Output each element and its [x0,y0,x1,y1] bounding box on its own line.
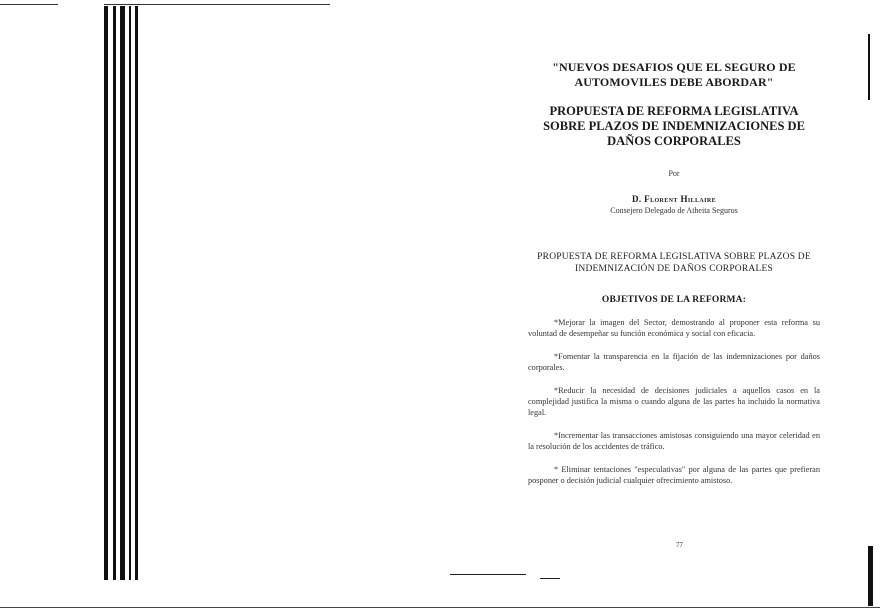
footer-rule-right [540,578,560,579]
objective-paragraph: *Fomentar la transparencia en la fijación de las indemnizaciones por daños corporales. [528,352,820,372]
document-page [528,60,820,486]
book-spine-gutter [104,6,142,580]
scan-top-edge-left [0,4,58,5]
scan-right-edge-bottom [868,546,873,606]
objectives-heading: OBJETIVOS DE LA REFORMA: [601,295,747,305]
objective-paragraph: *Incrementar las transacciones amistosas consiguiendo una mayor celeridad en la resolución de los accidentes de tráfico. [528,431,820,451]
footer-rule-left [450,574,526,575]
scan-bottom-edge [0,607,880,608]
scan-top-edge-mid [104,4,330,5]
page-number: 77 [676,541,683,549]
author-role: Consejero Delegado de Atheita Seguros [610,206,738,215]
objective-paragraph: * Eliminar tentaciones "especulativas" por alguna de las partes que prefieran posponer o decisión judicial cualquier ofrecimiento amistoso. [528,465,820,485]
document-subtitle: PROPUESTA DE REFORMA LEGISLATIVA SOBRE PLAZOS DE INDEMNIZACIONES DE DAÑOS CORPORALES [543,104,805,148]
objective-paragraph: *Mejorar la imagen del Sector, demostrando al proponer esta reforma su voluntad de desempeñar su función económica y social con eficacia. [528,318,820,338]
section-title: PROPUESTA DE REFORMA LEGISLATIVA SOBRE PLAZOS DE INDEMNIZACIÓN DE DAÑOS CORPORALES [537,252,811,274]
objective-paragraph: *Reducir la necesidad de decisiones judiciales a aquellos casos en la complejidad justifica la misma o cuando alguna de las partes ha incluido la normativa legal. [528,386,820,417]
scan-right-edge-top [868,34,870,100]
by-label: Por [668,169,680,178]
document-title: "NUEVOS DESAFIOS QUE EL SEGURO DE AUTOMOVILES DEBE ABORDAR" [552,60,796,89]
author-name: D. Florent Hillaire [631,194,717,204]
